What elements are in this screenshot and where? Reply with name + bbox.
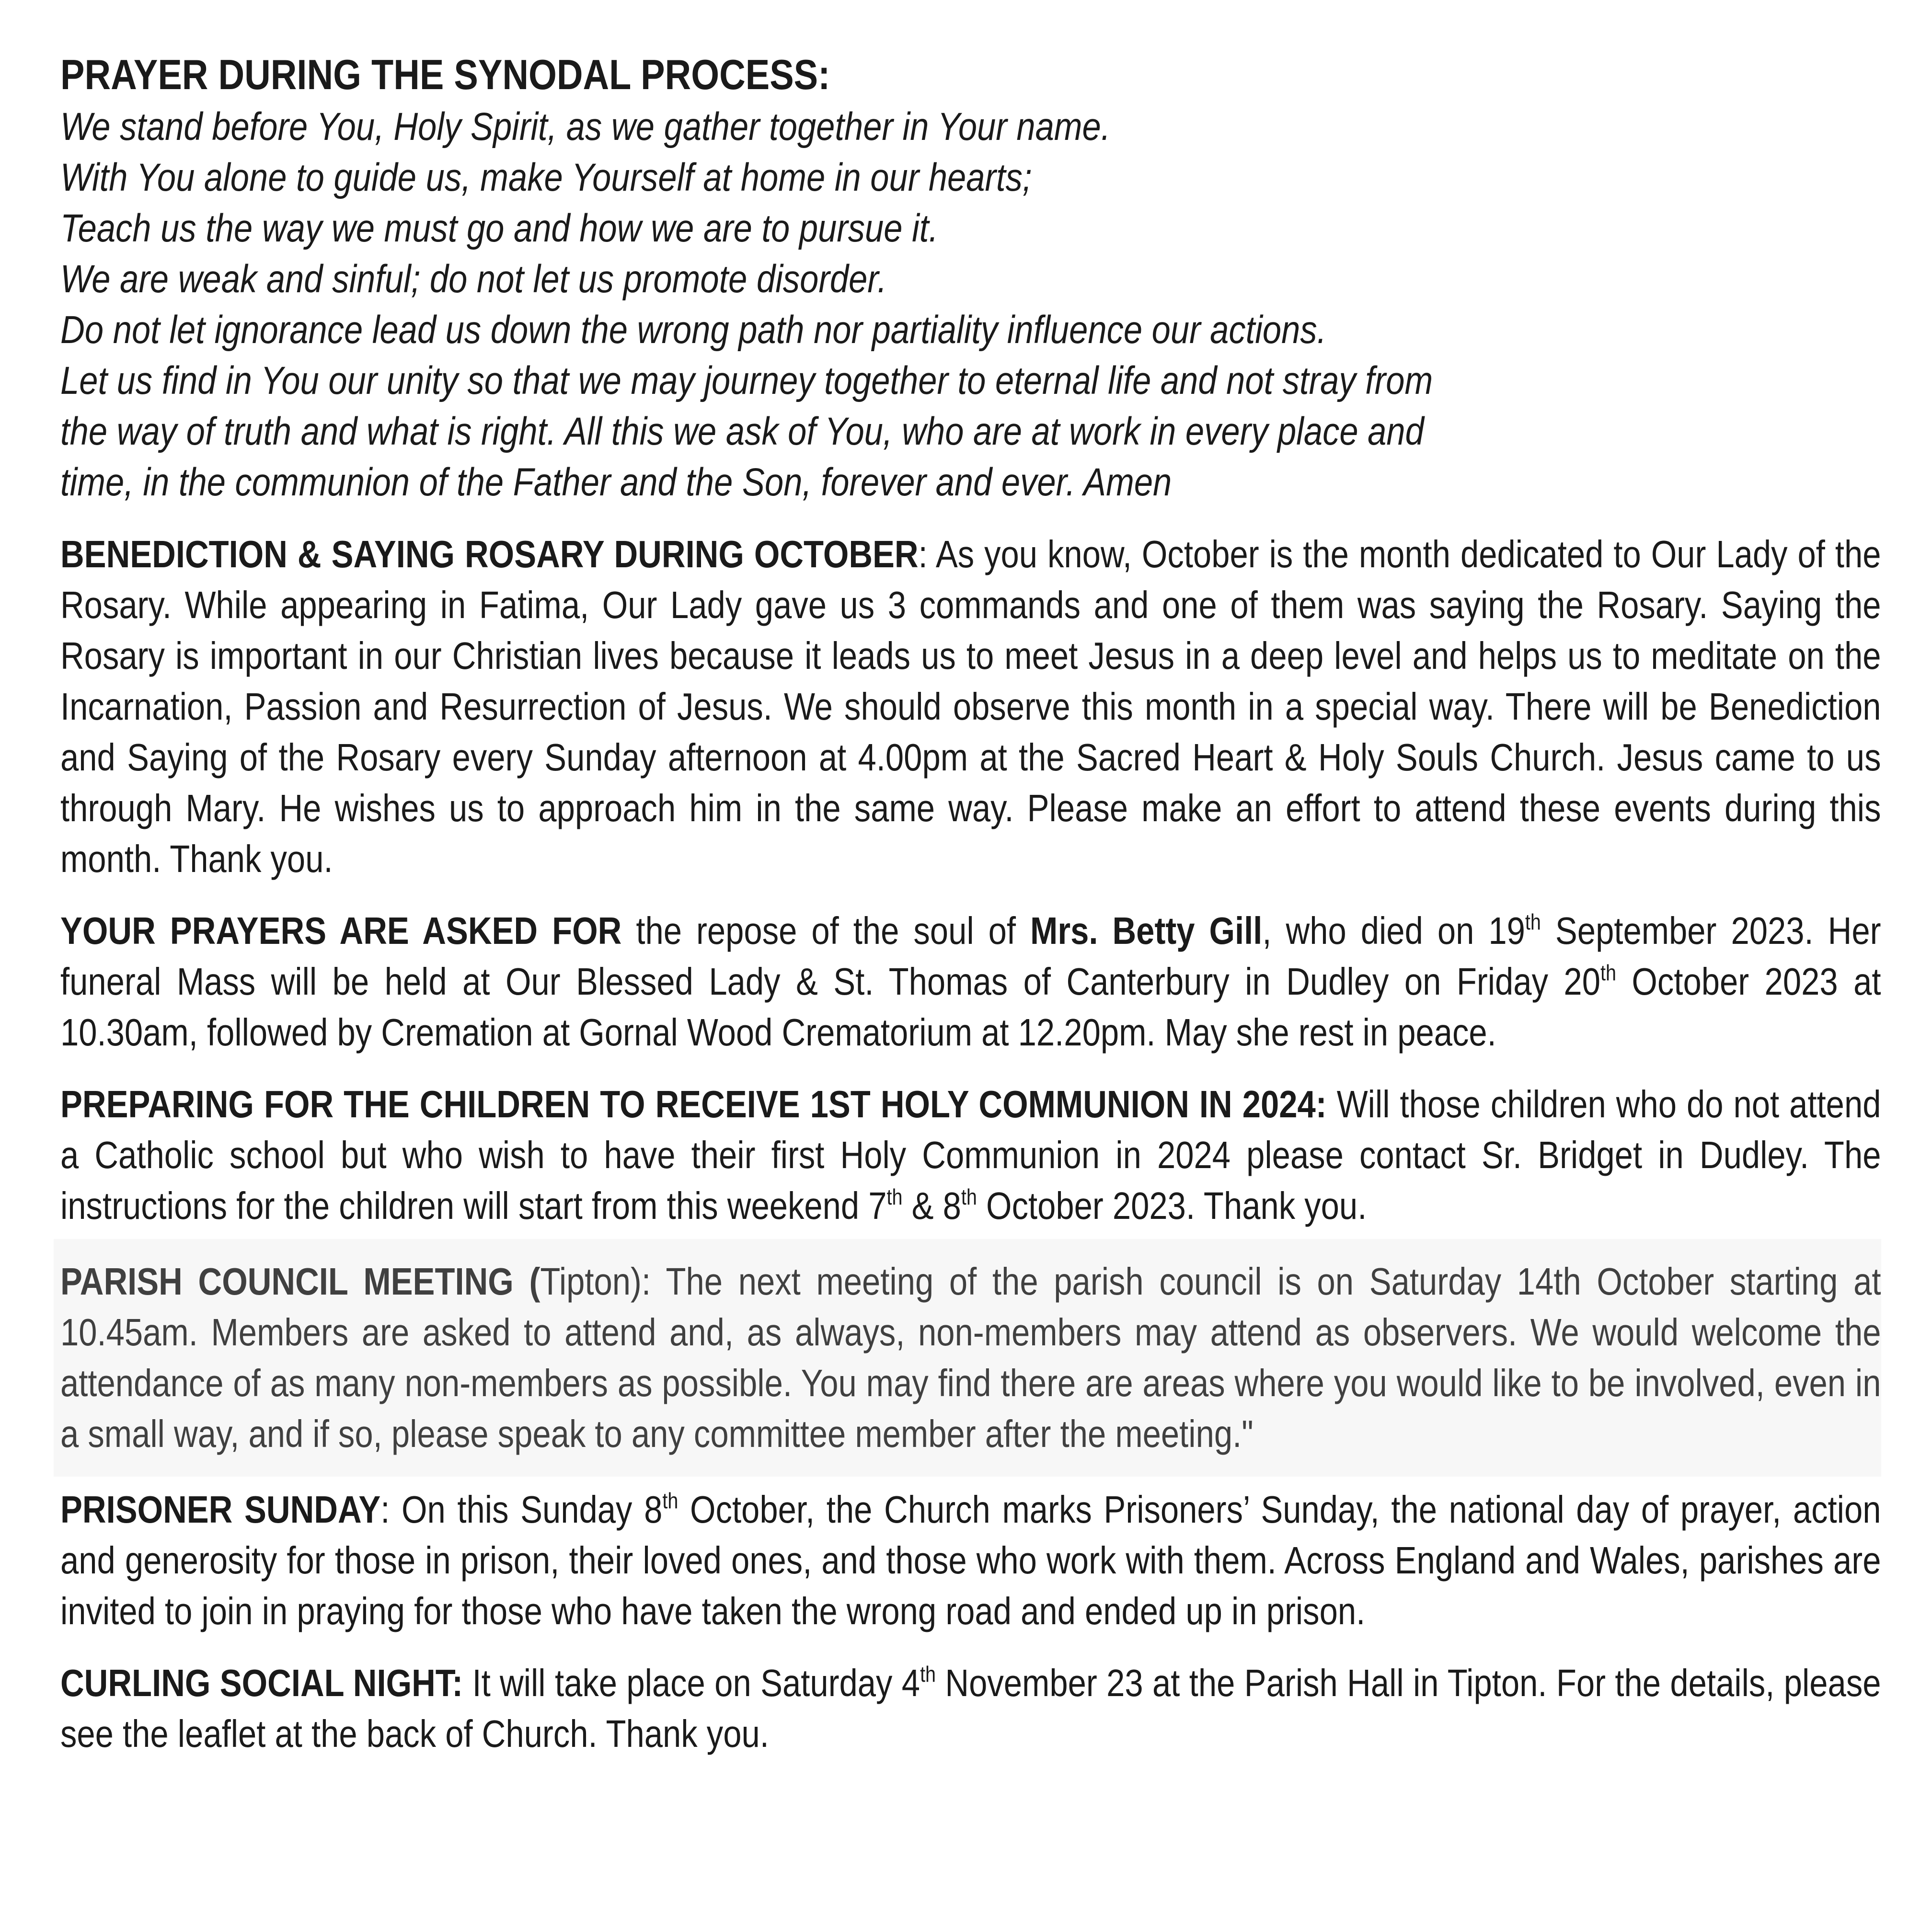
- deceased-name: Mrs. Betty Gill: [1030, 909, 1263, 952]
- communion-text: & 8: [902, 1184, 961, 1227]
- newsletter-content: [60, 48, 1881, 1759]
- parish-council-heading: PARISH COUNCIL MEETING (: [60, 1260, 540, 1303]
- prayer-line: Do not let ignorance lead us down the wrong path nor partiality influence our actions.: [60, 308, 1327, 352]
- ordinal-suffix: th: [920, 1662, 936, 1687]
- prayers-asked-text: , who died on 19: [1262, 909, 1525, 952]
- prayers-asked-section: [60, 906, 1881, 1058]
- communion-heading: PREPARING FOR THE CHILDREN TO RECEIVE 1ST HOLY COMMUNION IN 2024:: [60, 1083, 1327, 1125]
- parish-council-text: Tipton): The next meeting of the parish council is on Saturday 14th October starting at 10.45am. Members are asked to attend and, as always, non-members may attend as observers. We would welcome the attendance of as many non-members as possible. You may find there are areas where you would like to be involved, even in a small way, and if so, please speak to any committee member after the meeting.": [60, 1260, 1881, 1455]
- prisoner-sunday-heading: PRISONER SUNDAY: [60, 1488, 381, 1531]
- prayers-asked-text: September 2023. Her funeral Mass will be held at Our Blessed Lady & St. Thomas of Canterbury in Dudley on Friday 20: [60, 909, 1881, 1003]
- prayer-line: We are weak and sinful; do not let us promote disorder.: [60, 257, 887, 301]
- ordinal-suffix: th: [1525, 909, 1541, 934]
- prayer-line: We stand before You, Holy Spirit, as we gather together in Your name.: [60, 105, 1111, 149]
- prayers-asked-heading: YOUR PRAYERS ARE ASKED FOR: [60, 909, 622, 952]
- ordinal-suffix: th: [662, 1488, 678, 1513]
- parish-council-section: [54, 1239, 1881, 1477]
- curling-section: [60, 1658, 1881, 1759]
- prayer-line: Teach us the way we must go and how we are to pursue it.: [60, 207, 938, 250]
- prayer-line: With You alone to guide us, make Yourself at home in our hearts;: [60, 156, 1032, 199]
- communion-text: Will those children who do not attend a Catholic school but who wish to have their first Holy Communion in 2024 please contact Sr. Bridget in Dudley. The instructions for the children will start from this weekend 7: [60, 1083, 1881, 1227]
- ordinal-suffix: th: [886, 1184, 903, 1209]
- curling-heading: CURLING SOCIAL NIGHT:: [60, 1662, 463, 1704]
- prisoner-sunday-text: October, the Church marks Prisoners’ Sunday, the national day of prayer, action and generosity for those in prison, their loved ones, and those who work with them. Across England and Wales, parishes are invited to join in praying for those who have taken the wrong road and ended up in prison.: [60, 1488, 1881, 1632]
- benediction-text: : As you know, October is the month dedicated to Our Lady of the Rosary. While appearing in Fatima, Our Lady gave us 3 commands and one of them was saying the Rosary. Saying the Rosary is important in our Christian lives because it leads us to meet Jesus in a deep level and helps us to meditate on the Incarnation, Passion and Resurrection of Jesus. We should observe this month in a special way. There will be Benediction and Saying of the Rosary every Sunday afternoon at 4.00pm at the Sacred Heart & Holy Souls Church. Jesus came to us through Mary. He wishes us to approach him in the same way. Please make an effort to attend these events during this month. Thank you.: [60, 533, 1881, 880]
- communion-section: [60, 1079, 1881, 1231]
- ordinal-suffix: th: [1600, 960, 1616, 985]
- benediction-section: [60, 529, 1881, 884]
- ordinal-suffix: th: [961, 1184, 977, 1209]
- benediction-heading: BENEDICTION & SAYING ROSARY DURING OCTOBER: [60, 533, 919, 575]
- curling-text: It will take place on Saturday 4: [463, 1662, 920, 1704]
- prayer-line: time, in the communion of the Father and the Son, forever and ever. Amen: [60, 460, 1172, 504]
- prayer-title: PRAYER DURING THE SYNODAL PROCESS:: [60, 51, 830, 98]
- curling-text: November 23 at the Parish Hall in Tipton. For the details, please see the leaflet at the back of Church. Thank you.: [60, 1662, 1881, 1755]
- prayers-asked-text: the repose of the soul of: [621, 909, 1031, 952]
- prayer-text: [60, 102, 1881, 508]
- prisoner-sunday-section: [60, 1484, 1881, 1637]
- prayers-asked-text: October 2023 at 10.30am, followed by Cremation at Gornal Wood Crematorium at 12.20pm. May she rest in peace.: [60, 960, 1881, 1054]
- communion-text: October 2023. Thank you.: [977, 1184, 1367, 1227]
- prisoner-sunday-text: : On this Sunday 8: [380, 1488, 663, 1531]
- prayer-line: Let us find in You our unity so that we may journey together to eternal life and not stray from: [60, 359, 1433, 402]
- prayer-line: the way of truth and what is right. All this we ask of You, who are at work in every place and: [60, 410, 1424, 453]
